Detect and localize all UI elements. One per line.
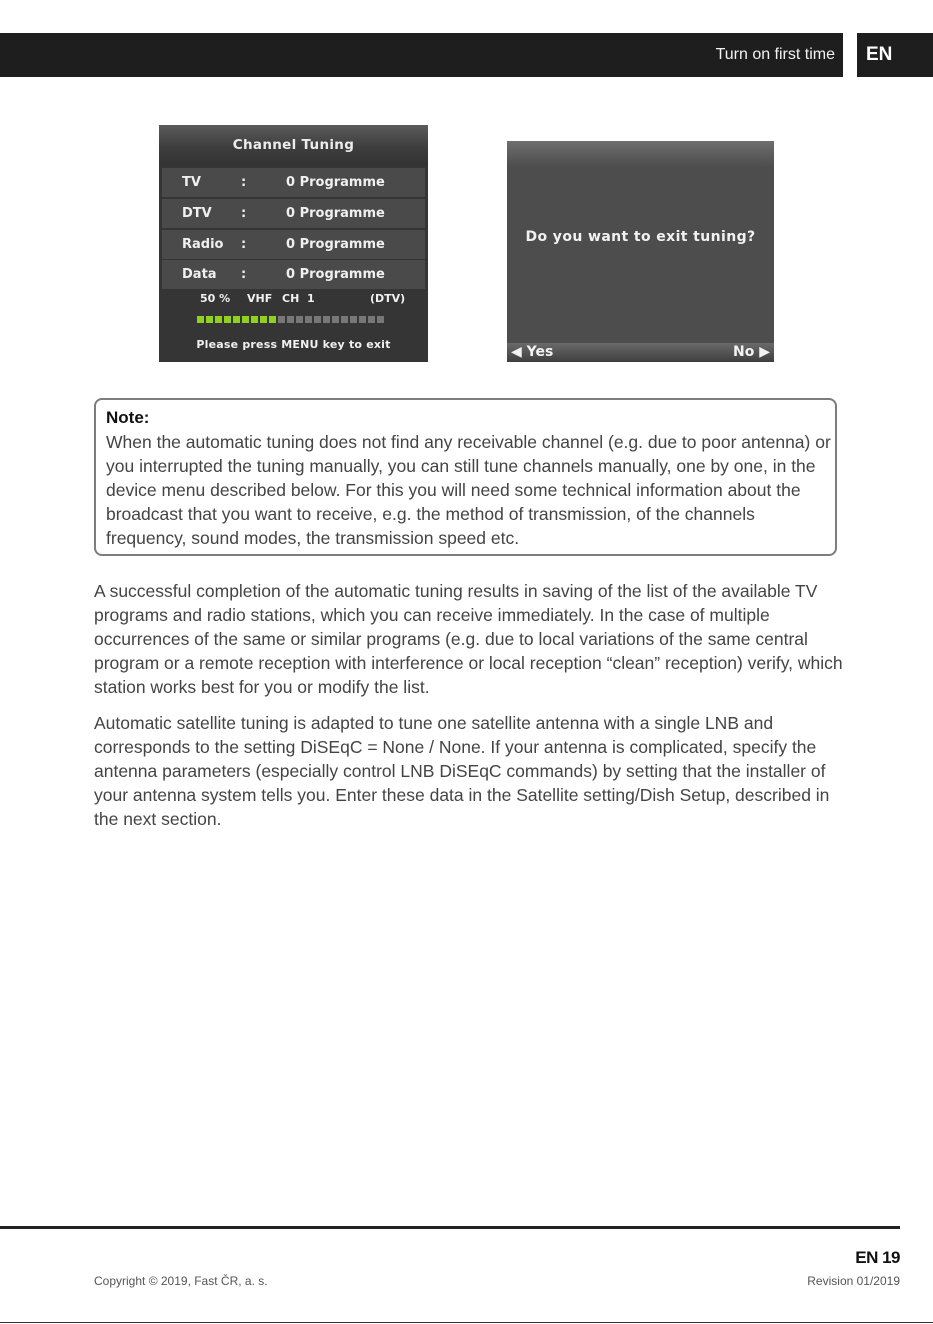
row-label: Data <box>182 267 217 282</box>
exit-hint: Please press MENU key to exit <box>196 338 391 351</box>
revision: Revision 01/2019 <box>807 1274 900 1288</box>
row-separator: : <box>241 175 247 190</box>
progress-block-empty <box>377 316 384 323</box>
progress-block-filled <box>224 316 231 323</box>
progress-block-filled <box>242 316 249 323</box>
row-separator: : <box>241 267 247 282</box>
header-bar <box>0 33 843 77</box>
note-box <box>94 398 837 556</box>
progress-percent: 50 % <box>200 292 231 305</box>
progress-block-empty <box>296 316 303 323</box>
progress-block-empty <box>323 316 330 323</box>
tuning-progress-bar <box>197 316 386 323</box>
progress-block-empty <box>332 316 339 323</box>
language-badge <box>857 33 933 77</box>
note-title: Note: <box>106 408 150 427</box>
row-separator: : <box>241 206 247 221</box>
tuning-title: Channel Tuning <box>159 125 428 165</box>
row-value: 0 Programme <box>286 237 385 252</box>
dialog-button-bar <box>507 343 774 362</box>
row-value: 0 Programme <box>286 267 385 282</box>
progress-block-filled <box>215 316 222 323</box>
row-value: 0 Programme <box>286 175 385 190</box>
no-option[interactable]: No ▶ <box>733 344 770 360</box>
row-label: TV <box>182 175 201 190</box>
progress-block-filled <box>206 316 213 323</box>
progress-block-filled <box>251 316 258 323</box>
bottom-edge-line <box>0 1322 933 1323</box>
tuning-row-radio <box>162 230 425 259</box>
tuning-row-data <box>162 260 425 289</box>
progress-block-empty <box>278 316 285 323</box>
mode-label: (DTV) <box>370 292 406 305</box>
language-label: EN <box>866 44 893 65</box>
exit-question: Do you want to exit tuning? <box>525 229 756 245</box>
progress-block-empty <box>287 316 294 323</box>
progress-block-filled <box>197 316 204 323</box>
copyright: Copyright © 2019, Fast ČR, a. s. <box>94 1274 268 1288</box>
channel-tuning-screen <box>159 125 428 362</box>
progress-block-empty <box>368 316 375 323</box>
progress-block-empty <box>341 316 348 323</box>
progress-block-empty <box>350 316 357 323</box>
row-label: Radio <box>182 237 224 252</box>
progress-block-empty <box>305 316 312 323</box>
yes-option[interactable]: ◀ Yes <box>511 344 554 360</box>
row-separator: : <box>241 237 247 252</box>
paragraph-satellite-tuning: Automatic satellite tuning is adapted to tune one satellite antenna with a single LNB and corresponds to the setting DiSEqC = None / None. If your antenna is complicated, specify the antenna parameters (especially control LNB DiSEqC commands) by setting that the installer of your antenna system tells you. Enter these data in the Satellite setting/Dish Setup, described in the next section. <box>94 713 830 829</box>
row-label: DTV <box>182 206 212 221</box>
channel-label: CH 1 <box>282 292 315 305</box>
progress-block-filled <box>233 316 240 323</box>
band-label: VHF <box>247 292 273 305</box>
row-value: 0 Programme <box>286 206 385 221</box>
progress-block-empty <box>359 316 366 323</box>
footer-divider <box>0 1226 900 1229</box>
tuning-row-dtv <box>162 199 425 228</box>
section-title: Turn on first time <box>715 46 835 63</box>
exit-tuning-dialog <box>507 141 774 362</box>
dialog-header <box>507 141 774 167</box>
tuning-row-tv <box>162 168 425 197</box>
page-number: EN 19 <box>855 1248 900 1267</box>
note-text: When the automatic tuning does not find any receivable channel (e.g. due to poor antenna) or you interrupted the tuning manually, you can still tune channels manually, one by one, in the device menu described below. For this you will need some technical information about the broadcast that you want to receive, e.g. the method of transmission, of the channels frequency, sound modes, the transmission speed etc. <box>106 432 831 548</box>
progress-block-empty <box>314 316 321 323</box>
progress-block-filled <box>260 316 267 323</box>
progress-block-filled <box>269 316 276 323</box>
paragraph-tuning-result: A successful completion of the automatic tuning results in saving of the list of the available TV programs and radio stations, which you can receive immediately. In the case of multiple occurrences of the same or similar programs (e.g. due to local variations of the same central program or a remote reception with interference or local reception “clean” reception) verify, which station works best for you or modify the list. <box>94 581 843 697</box>
